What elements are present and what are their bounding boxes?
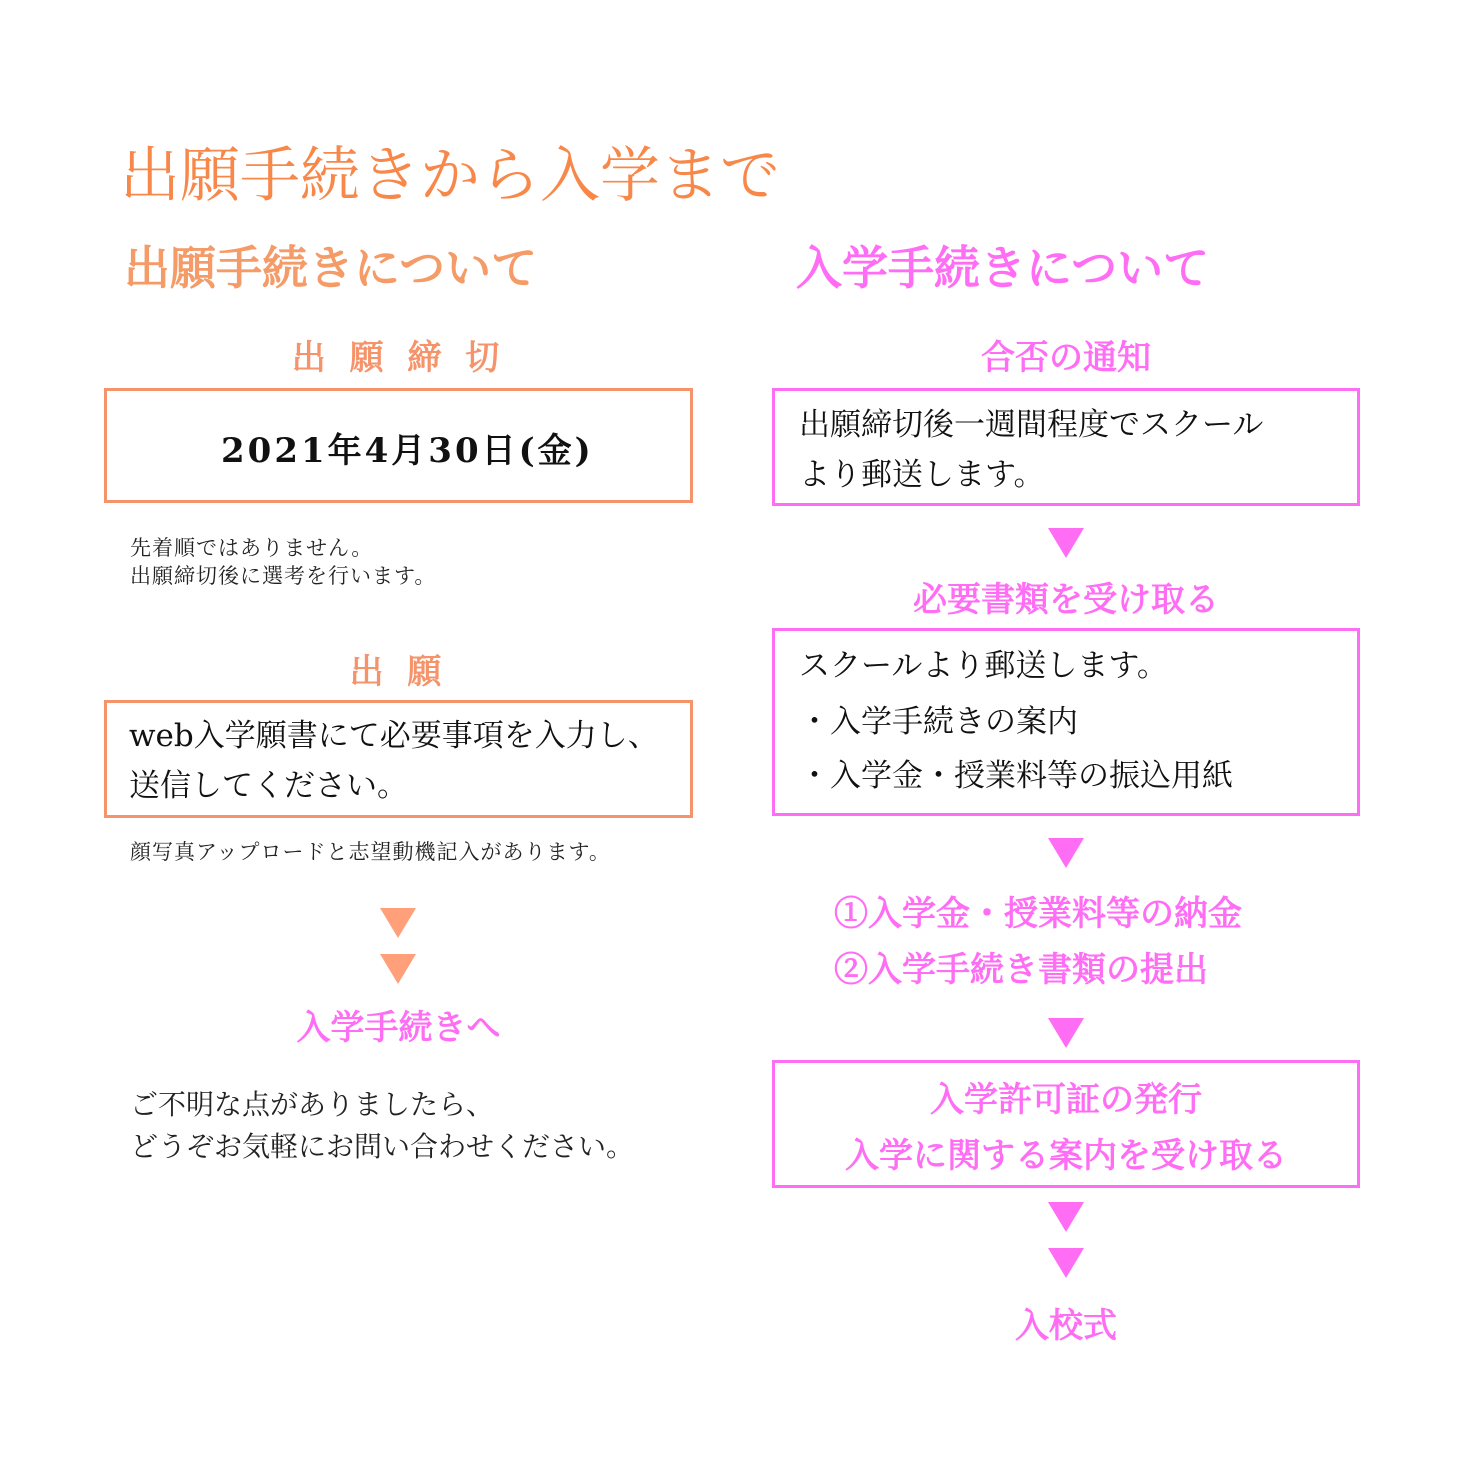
deadline-date: 2021年4月30日(金)	[221, 431, 594, 471]
ceremony-label: 入校式	[1015, 1306, 1117, 1346]
down-arrow-icon	[1048, 838, 1084, 868]
documents-item: ・入学金・授業料等の振込用紙	[799, 758, 1233, 794]
documents-box	[772, 628, 1360, 816]
payment-steps: ①入学金・授業料等の納金 ②入学手続き書類の提出	[834, 894, 1242, 990]
down-arrow-icon	[1048, 1202, 1084, 1232]
down-arrow-icon	[1048, 1018, 1084, 1048]
notification-heading: 合否の通知	[981, 338, 1151, 378]
down-arrow-icon	[1048, 1248, 1084, 1278]
documents-heading: 必要書類を受け取る	[913, 580, 1219, 620]
page-title: 出願手続きから入学まで	[120, 141, 780, 211]
down-arrow-icon	[380, 954, 416, 984]
permit-text: 入学許可証の発行 入学に関する案内を受け取る	[845, 1080, 1287, 1176]
enrollment-section-title: 入学手続きについて	[796, 241, 1210, 295]
application-note: 顔写真アップロードと志望動機記入があります。	[130, 840, 611, 864]
application-body: web入学願書にて必要事項を入力し、 送信してください。	[129, 718, 659, 804]
application-box	[104, 700, 693, 818]
deadline-note-line1: 先着順ではありません。	[130, 536, 374, 560]
deadline-heading: 出 願 締 切	[291, 338, 506, 378]
documents-item: ・入学手続きの案内	[799, 704, 1078, 740]
application-heading: 出 願	[349, 652, 448, 692]
down-arrow-icon	[380, 908, 416, 938]
down-arrow-icon	[1048, 528, 1084, 558]
notification-box	[772, 388, 1360, 506]
inquiry-text: ご不明な点がありましたら、 どうぞお気軽にお問い合わせください。	[130, 1088, 635, 1163]
application-section-title: 出願手続きについて	[124, 241, 538, 295]
documents-intro: スクールより郵送します。	[799, 648, 1168, 684]
deadline-box	[104, 388, 693, 503]
notification-body: 出願締切後一週間程度でスクール より郵送します。	[799, 407, 1264, 493]
deadline-note-line2: 出願締切後に選考を行います。	[130, 564, 437, 588]
permit-box	[772, 1060, 1360, 1188]
next-step-label: 入学手続きへ	[296, 1008, 501, 1048]
